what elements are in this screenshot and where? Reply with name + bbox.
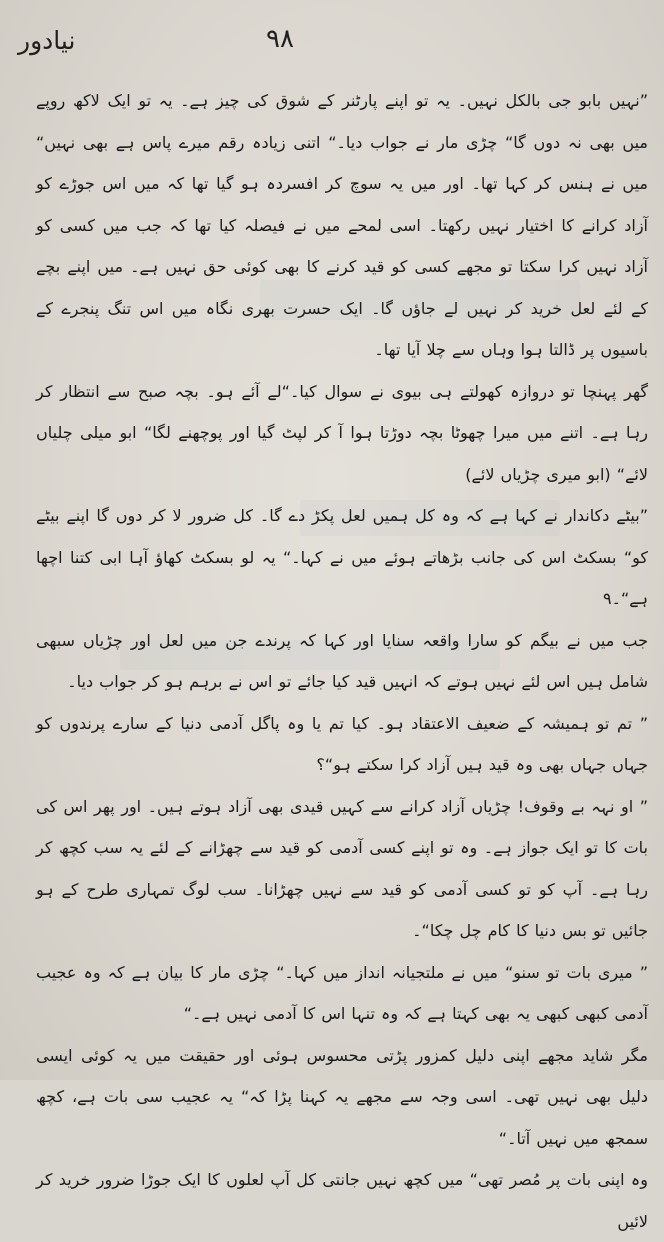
paragraph: مگر شاید مجھے اپنی دلیل کمزور پڑتی محسوس ہوئی اور حقیقت میں یہ کوئی ایسی دلیل بھی نہیں تھی۔ اسی وجہ سے مجھے یہ کہنا پڑا کہ“ یہ عجیب سی بات ہے، کچھ سمجھ میں نہیں آتا۔“ (36, 1045, 648, 1148)
paragraph: ” او نہہ بے وقوف! چڑیاں آزاد کرانے سے کہیں قیدی بھی آزاد ہوتے ہیں۔ اور پھر اس کی بات کا تو ایک جواز ہے۔ وہ تو اپنے کسی آدمی کو قید سے چھڑانے کے لئے یہ سب کچھ کر رہا ہے۔ آپ کو تو کسی آدمی کو قید سے نہیں چھڑانا۔ سب لوگ تمہاری طرح کے ہو جائیں تو بس دنیا کا کام چل چکا“۔ (36, 796, 648, 940)
page-header (0, 22, 664, 62)
running-title: نیادور (18, 26, 76, 55)
page-number: ۹۸ (266, 24, 294, 54)
paragraph: وہ اپنی بات پر مُصر تھی“ میں کچھ نہیں جانتی کل آپ لعلوں کا ایک جوڑا ضرور خرید کر لائیں (36, 1170, 648, 1231)
page-body (36, 80, 648, 1231)
paragraph: ” تم تو ہمیشہ کے ضعیف الاعتقاد ہو۔ کیا تم یا وہ پاگل آدمی دنیا کے سارے پرندوں کو جہاں جہاں بھی وہ قید ہیں آزاد کرا سکتے ہو“؟ (36, 713, 648, 774)
paragraph: ”نہیں بابو جی بالکل نہیں۔ یہ تو اپنے پارٹنر کے شوق کی چیز ہے۔ یہ تو ایک لاکھ روپے میں بھی نہ دوں گا“ چڑی مار نے جواب دیا۔“ اتنی زیادہ رقم میرے پاس ہے بھی نہیں“ میں نے ہنس کر کہا تھا۔ اور میں یہ سوچ کر افسردہ ہو گیا تھا کہ میں اس جوڑے کو آزاد کرانے کا اختیار نہیں رکھتا۔ اسی لمحے میں نے فیصلہ کیا تھا کہ جب میں کسی کو آزاد نہیں کرا سکتا تو مجھے کسی کو قید کرنے کا بھی کوئی حق نہیں ہے۔ میں اپنے بچے کے لئے لعل خرید کر نہیں لے جاؤں گا۔ ایک حسرت بھری نگاہ میں اس تنگ پنجرے کے باسیوں پر ڈالتا ہوا وہاں سے چلا آیا تھا۔ (36, 91, 648, 359)
paragraph: جب میں نے بیگم کو سارا واقعہ سنایا اور کہا کہ پرندے جن میں لعل اور چڑیاں سبھی شامل ہیں اس لئے نہیں ہوتے کہ انہیں قید کیا جائے تو اس نے برہم ہو کر جواب دیا۔ (36, 630, 648, 691)
paragraph: گھر پہنچا تو دروازہ کھولتے ہی بیوی نے سوال کیا۔“لے آئے ہو۔ بچہ صبح سے انتظار کر رہا ہے۔ اتنے میں میرا چھوٹا بچہ دوڑتا ہوا آ کر لپٹ گیا اور پوچھنے لگا“ ابو میلی چلیاں لائے“ (ابو میری چڑیاں لائے) (36, 381, 648, 484)
paragraph: ” میری بات تو سنو“ میں نے ملتجیانہ انداز میں کہا۔“ چڑی مار کا بیان ہے کہ وہ عجیب آدمی کبھی کبھی یہ بھی کہتا ہے کہ وہ تنہا اس کا آدمی نہیں ہے۔“ (36, 962, 648, 1023)
paragraph: ”بیٹے دکاندار نے کہا ہے کہ وہ کل ہمیں لعل پکڑ دے گا۔ کل ضرور لا کر دوں گا اپنے بیٹے کو“ بسکٹ اس کی جانب بڑھاتے ہوئے میں نے کہا۔“ یہ لو بسکٹ کھاؤ آہا ابی کتنا اچھا ہے“۔۹ (36, 506, 648, 608)
